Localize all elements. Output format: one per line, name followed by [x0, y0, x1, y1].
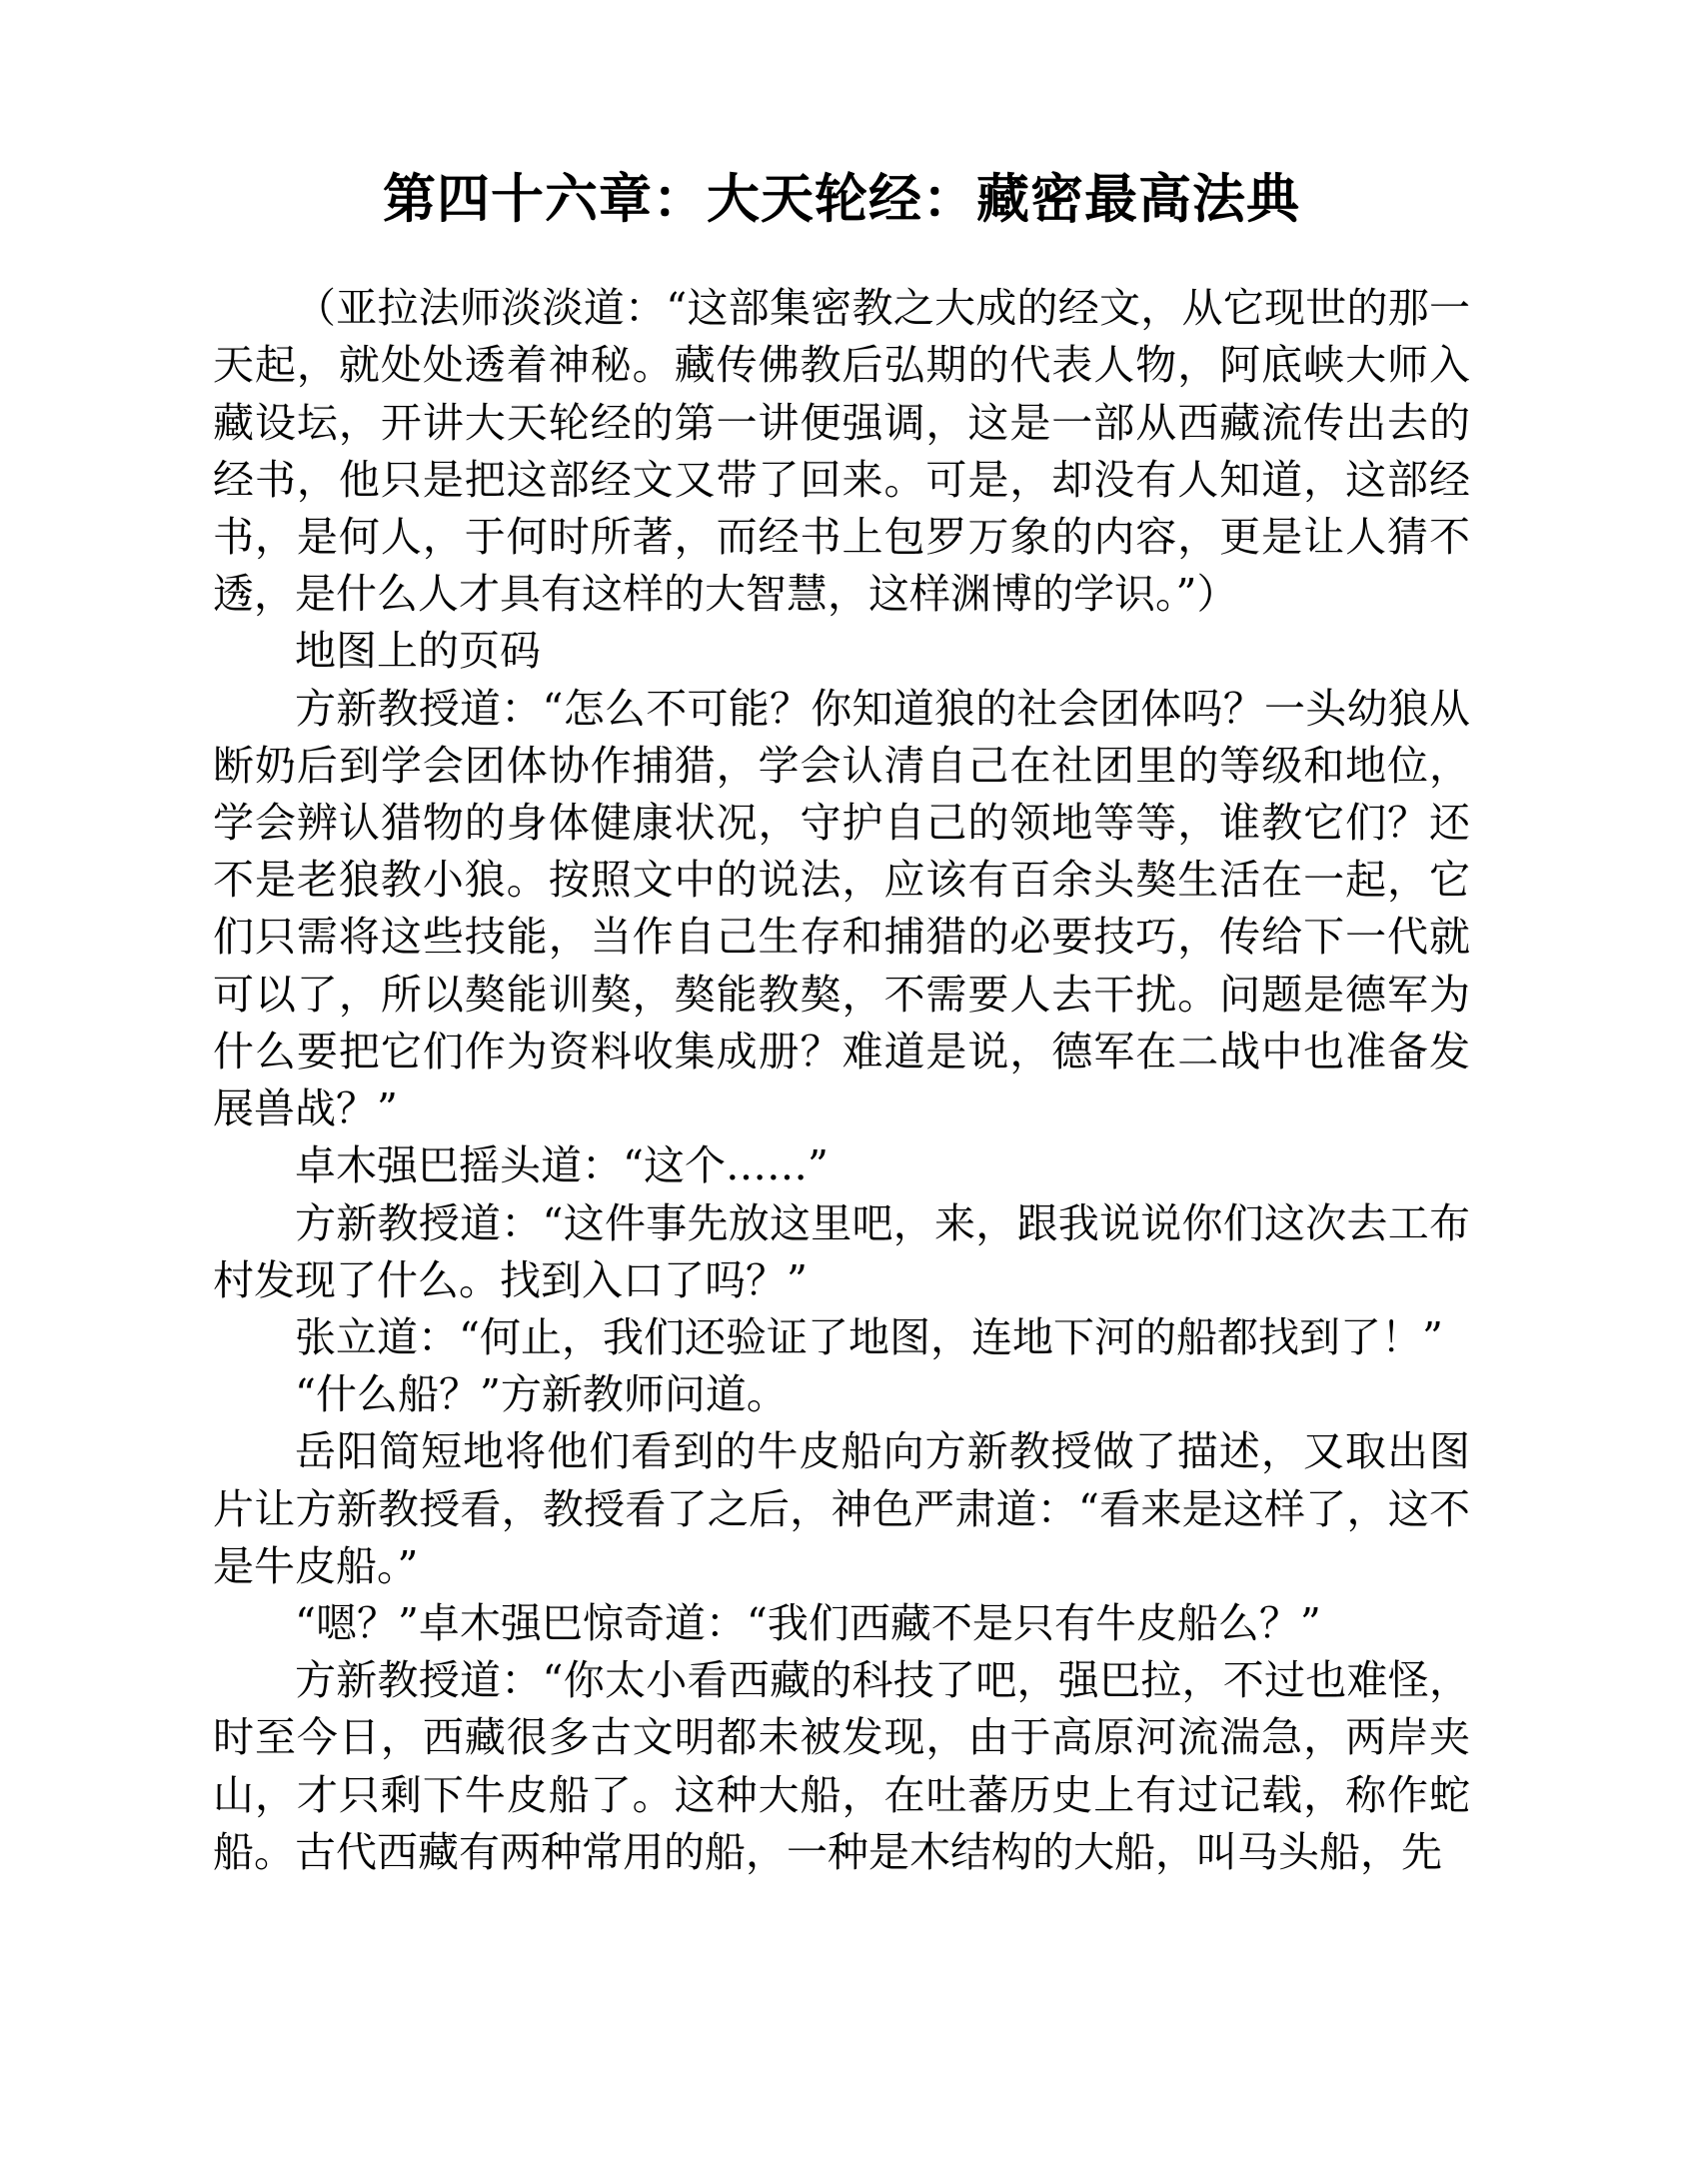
- page-title: 第四十六章：大天轮经：藏密最高法典: [383, 168, 1300, 230]
- paragraph: 方新教授道：“怎么不可能？你知道狼的社会团体吗？一头幼狼从断奶后到学会团体协作捕猎，学会认清自己在社团里的等级和地位，学会辨认猎物的身体健康状况，守护自己的领地等等，谁教它们？还不是老狼教小狼。按照文中的说法，应该有百余头獒生活在一起，它们只需将这些技能，当作自己生存和捕猎的必要技巧，传给下一代就可以了，所以獒能训獒，獒能教獒，不需要人去干扰。问题是德军为什么要把它们作为资料收集成册？难道是说，德军在二战中也准备发展兽战？”: [213, 684, 1470, 1133]
- paragraph: 方新教授道：“你太小看西藏的科技了吧，强巴拉，不过也难怪，时至今日，西藏很多古文明都未被发现，由于高原河流湍急，两岸夹山，才只剩下牛皮船了。这种大船，在吐蕃历史上有过记载，称作蛇船。古代西藏有两种常用的船，一种是木结构的大船，叫马头船，先: [213, 1656, 1470, 1876]
- paragraph: 岳阳简短地将他们看到的牛皮船向方新教授做了描述，又取出图片让方新教授看，教授看了之后，神色严肃道：“看来是这样了，这不是牛皮船。”: [213, 1427, 1470, 1590]
- page-content: [213, 0, 1470, 1881]
- paragraph: 张立道：“何止，我们还验证了地图，连地下河的船都找到了！”: [295, 1312, 1443, 1361]
- paragraph: 地图上的页码: [295, 627, 541, 676]
- paragraph: 卓木强巴摇头道：“这个……”: [295, 1141, 829, 1190]
- paragraph: “嗯？”卓木强巴惊奇道：“我们西藏不是只有牛皮船么？”: [295, 1598, 1321, 1647]
- paragraph: “什么船？”方新教师问道。: [295, 1370, 788, 1419]
- paragraph: 方新教授道：“这件事先放这里吧，来，跟我说说你们这次去工布村发现了什么。找到入口了吗？”: [213, 1198, 1470, 1304]
- body-text: [213, 280, 1470, 1881]
- paragraph: （亚拉法师淡淡道：“这部集密教之大成的经文，从它现世的那一天起，就处处透着神秘。藏传佛教后弘期的代表人物，阿底峡大师入藏设坛，开讲大天轮经的第一讲便强调，这是一部从西藏流传出去的经书，他只是把这部经文又带了回来。可是，却没有人知道，这部经书，是何人，于何时所著，而经书上包罗万象的内容，更是让人猜不透，是什么人才具有这样的大智慧，这样渊博的学识。”）: [213, 284, 1470, 619]
